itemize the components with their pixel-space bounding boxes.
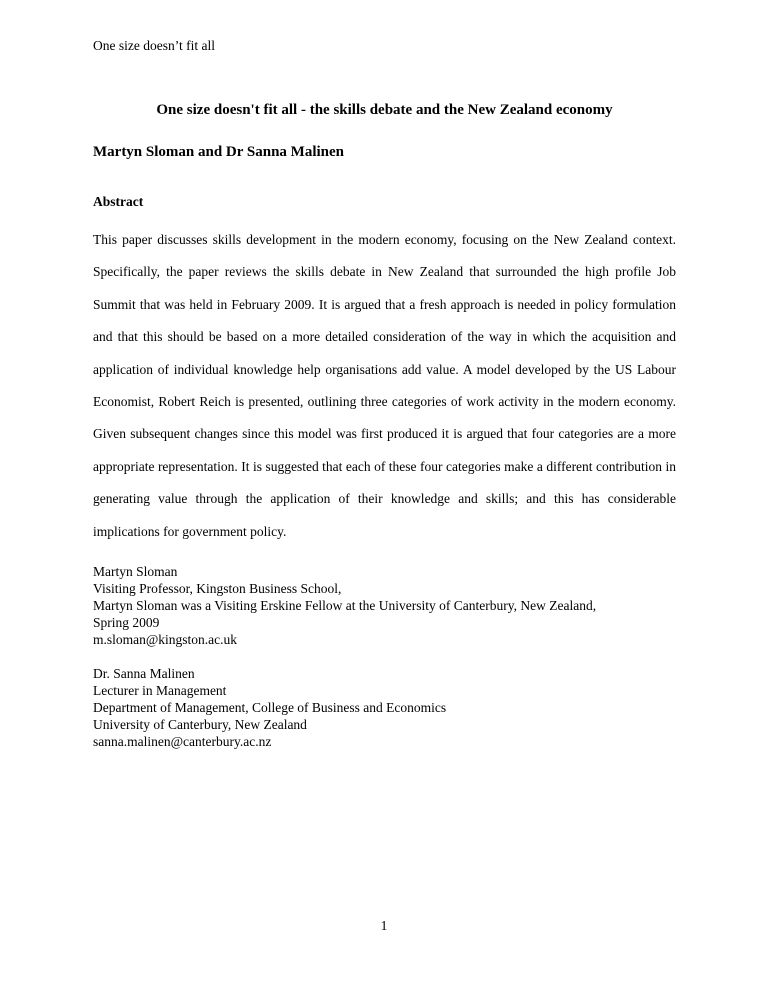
author2-department: Department of Management, College of Business and Economics bbox=[93, 700, 447, 716]
author1-email: m.sloman@kingston.ac.uk bbox=[93, 632, 238, 648]
running-header: One size doesn’t fit all bbox=[93, 38, 215, 53]
author2-email: sanna.malinen@canterbury.ac.nz bbox=[93, 734, 272, 750]
paper-title: One size doesn't fit all - the skills debate and the New Zealand economy bbox=[156, 102, 613, 118]
author1-contact-block bbox=[93, 563, 676, 648]
author2-name: Dr. Sanna Malinen bbox=[93, 666, 195, 682]
page-number: 1 bbox=[380, 918, 388, 933]
abstract-heading: Abstract bbox=[93, 194, 144, 209]
authors-line: Martyn Sloman and Dr Sanna Malinen bbox=[93, 144, 345, 160]
author2-contact-block bbox=[93, 665, 676, 750]
author1-name: Martyn Sloman bbox=[93, 564, 178, 580]
abstract-text: This paper discusses skills development in the modern economy, focusing on the New Zealand context. Specifically, the paper reviews the skills debate in New Zealand that surrounded the high profile Job Summit that was held in February 2009. It is argued that a fresh approach is needed in policy formulation and that this should be based on a more detailed consideration of the way in which the acquisition and application of individual knowledge help organisations add value. A model developed by the US Labour Economist, Robert Reich is presented, outlining three categories of work activity in the modern economy. Given subsequent changes since this model was first produced it is argued that four categories are a more appropriate representation. It is suggested that each of these four categories make a different contribution in generating value through the application of their knowledge and skills; and this has considerable implications for government policy. bbox=[93, 232, 676, 539]
author1-affiliation: Visiting Professor, Kingston Business School, bbox=[93, 581, 342, 597]
author2-role: Lecturer in Management bbox=[93, 683, 227, 699]
author2-university: University of Canterbury, New Zealand bbox=[93, 717, 307, 733]
author1-fellowship-note: Martyn Sloman was a Visiting Erskine Fellow at the University of Canterbury, New Zealand, bbox=[93, 598, 597, 614]
author1-date: Spring 2009 bbox=[93, 615, 160, 631]
